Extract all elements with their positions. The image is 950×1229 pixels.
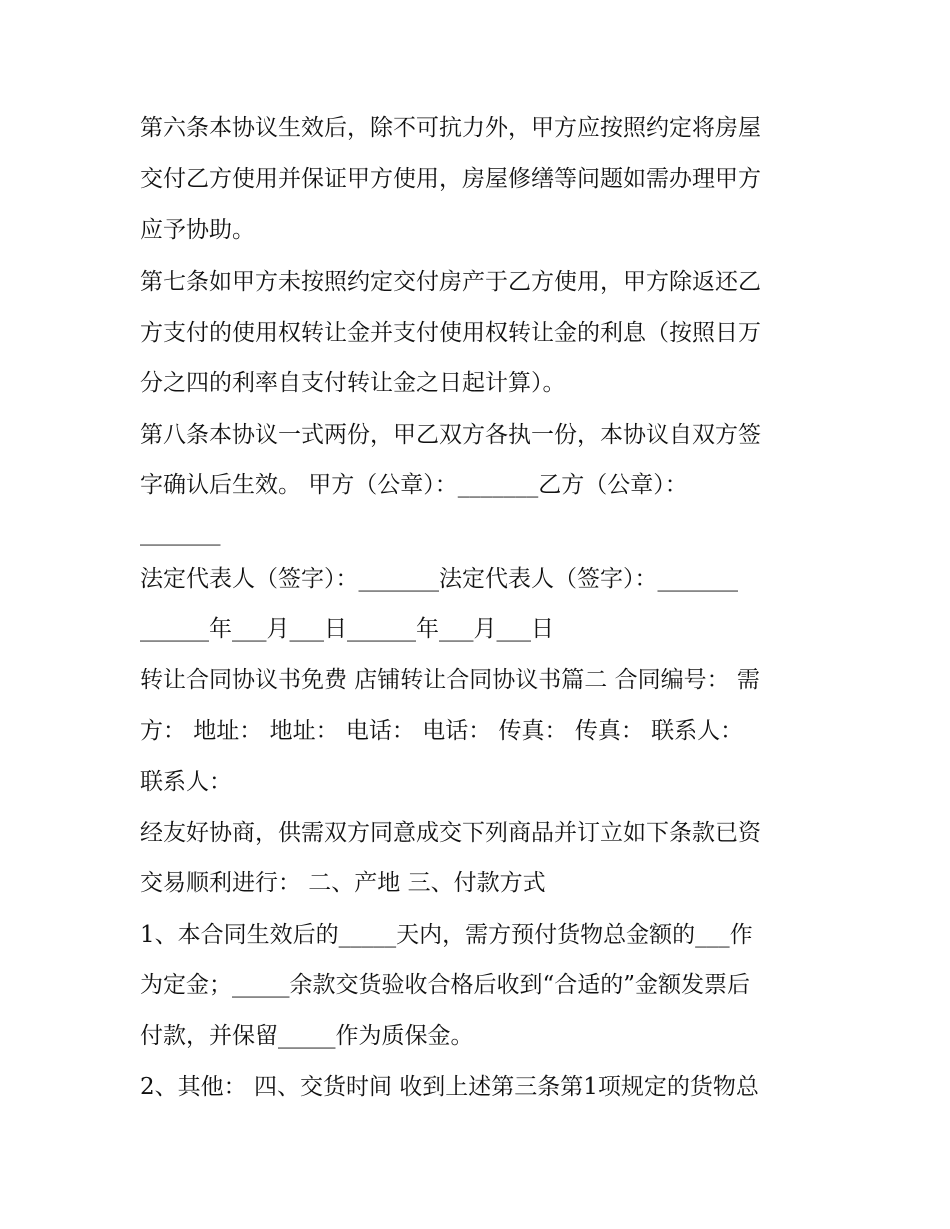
- text-line: 转让合同协议书免费 店铺转让合同协议书篇二 合同编号： 需: [140, 667, 760, 693]
- text-line: 应予协助。: [140, 217, 255, 243]
- text-line: 字确认后生效。 甲方（公章）：_______乙方（公章）：: [140, 472, 688, 498]
- text-line: 方： 地址： 地址： 电话： 电话： 传真： 传真： 联系人：: [140, 718, 744, 744]
- text-line: 付款，并保留_____作为质保金。: [140, 1023, 474, 1049]
- text-line: 交易顺利进行： 二、产地 三、付款方式: [140, 870, 546, 896]
- text-line: 经友好协商，供需双方同意成交下列商品并订立如下条款已资: [140, 820, 761, 846]
- text-line: ______年___月___日______年___月___日: [140, 616, 554, 642]
- text-line: 分之四的利率自支付转让金之日起计算）。: [140, 370, 566, 396]
- text-line: 2、其他： 四、交货时间 收到上述第三条第1项规定的货物总: [140, 1074, 759, 1100]
- text-line: 法定代表人（签字）：_______法定代表人（签字）：_______: [140, 566, 738, 592]
- text-line: 第六条本协议生效后，除不可抗力外，甲方应按照约定将房屋: [140, 115, 761, 141]
- text-line: 1、本合同生效后的_____天内，需方预付货物总金额的___作: [140, 922, 753, 948]
- text-line: 交付乙方使用并保证甲方使用，房屋修缮等问题如需办理甲方: [140, 166, 761, 192]
- text-line: 方支付的使用权转让金并支付使用权转让金的利息（按照日万: [140, 320, 761, 346]
- text-line: _______: [140, 520, 221, 546]
- text-line: 第七条如甲方未按照约定交付房产于乙方使用，甲方除返还乙: [140, 269, 761, 295]
- text-line: 第八条本协议一式两份，甲乙双方各执一份，本协议自双方签: [140, 422, 761, 448]
- text-line: 为定金；_____余款交货验收合格后收到“合适的”金额发票后: [140, 972, 751, 998]
- text-line: 联系人：: [140, 769, 232, 795]
